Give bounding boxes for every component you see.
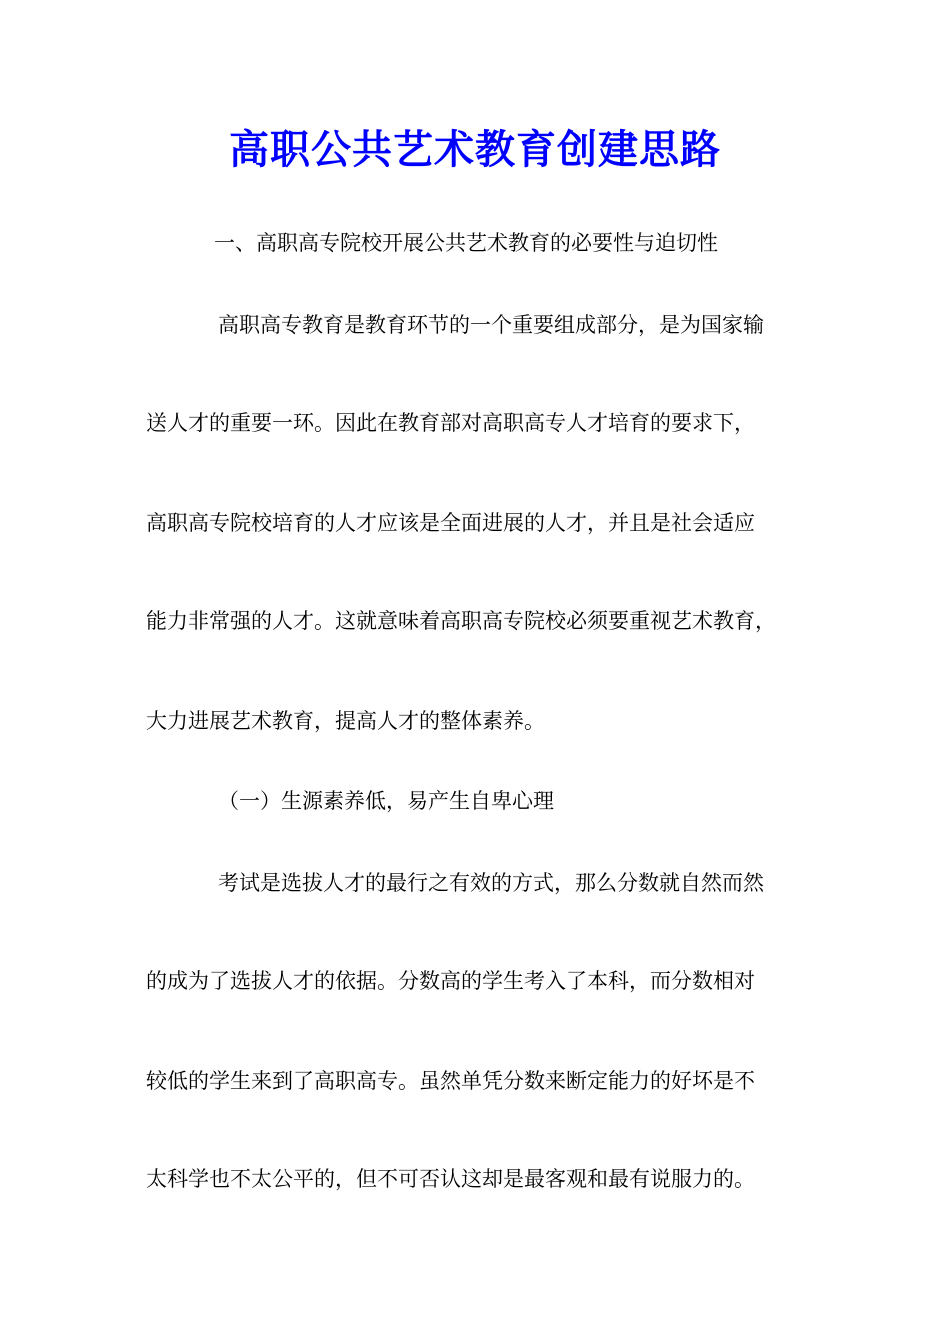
paragraph1-line-2: 送人才的重要一环。因此在教育部对高职高专人才培育的要求下， <box>146 411 755 435</box>
paragraph2-line-4: 太科学也不太公平的，但不可否认这却是最客观和最有说服力的。 <box>146 1167 755 1191</box>
paragraph1-line-3: 高职高专院校培育的人才应该是全面进展的人才，并且是社会适应 <box>146 511 755 535</box>
subsection-heading: （一）生源素养低，易产生自卑心理 <box>218 789 554 813</box>
document-title: 高职公共艺术教育创建思路 <box>229 126 721 173</box>
paragraph2-line-1: 考试是选拔人才的最行之有效的方式，那么分数就自然而然 <box>218 871 764 895</box>
paragraph1-line-1: 高职高专教育是教育环节的一个重要组成部分，是为国家输 <box>218 313 764 337</box>
paragraph1-line-4: 能力非常强的人才。这就意味着高职高专院校必须要重视艺术教育， <box>146 609 776 633</box>
section-heading: 一、高职高专院校开展公共艺术教育的必要性与迫切性 <box>214 231 718 255</box>
paragraph2-line-2: 的成为了选拔人才的依据。分数高的学生考入了本科，而分数相对 <box>146 969 755 993</box>
paragraph1-line-5: 大力进展艺术教育，提高人才的整体素养。 <box>146 709 545 733</box>
paragraph2-line-3: 较低的学生来到了高职高专。虽然单凭分数来断定能力的好坏是不 <box>146 1069 755 1093</box>
